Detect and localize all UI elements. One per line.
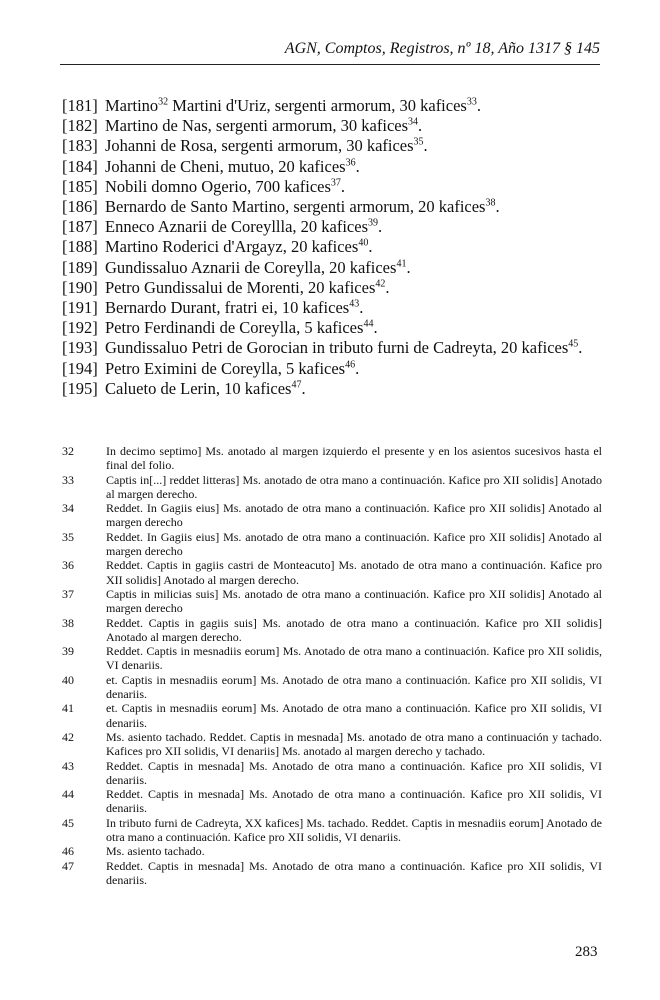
entry-number: [188] [62,237,98,257]
footnote-number: 41 [62,701,74,716]
entry-number: [184] [62,156,98,176]
entry-text-part: Petro Gundissalui de Morenti, 20 kafices [105,277,376,297]
footnote-number: 32 [62,444,74,458]
entry-text [105,237,372,257]
footnote-number: 40 [62,672,74,687]
entry-190 [62,278,632,298]
footnote-45 [62,816,602,845]
entry-text [105,338,582,358]
entry-193 [62,338,632,358]
footnote-text: In tributo furni de Cadreyta, XX kafices] Ms. tachado. Reddet. Captis in mesnadiis eorum] Anotado de otra mano a continuación. Kafice pro XII solidis, VI denariis. [106,815,602,845]
footnote-34 [62,501,602,530]
entry-text [105,136,428,156]
footnote-number: 36 [62,558,74,573]
entry-text-part: Nobili domno Ogerio, 700 kafices [105,176,331,196]
entry-text [105,157,360,177]
footnote-ref[interactable]: 39 [368,217,378,229]
entry-text-part: Bernardo de Santo Martino, sergenti armorum, 20 kafices [105,197,486,217]
footnote-number: 38 [62,615,74,630]
footnote-ref[interactable]: 32 [158,96,169,108]
entry-end: . [406,257,411,277]
footnote-46 [62,844,602,858]
entry-number: [194] [62,358,98,378]
footnote-number: 45 [62,815,74,830]
entry-text-part: Martino [105,96,159,115]
footnote-ref[interactable]: 35 [413,136,424,148]
footnote-text: Captis in milicias suis] Ms. anotado de otra mano a continuación. Kafice pro XII solidis] Anotado al margen derecho [106,586,602,616]
footnote-text: Captis in[...] reddet litteras] Ms. anotado de otra mano a continuación. Kafice pro XII solidis] Anotado al margen derecho. [106,472,602,501]
entry-number: [182] [62,116,98,136]
entry-text-part: Martino de Nas, sergenti armorum, 30 kafices [105,116,409,136]
footnote-ref[interactable]: 34 [408,116,419,128]
entry-end: . [355,358,360,378]
footnote-number: 35 [62,529,74,544]
entry-181 [62,96,632,116]
footnote-text: In decimo septimo] Ms. anotado al margen izquierdo el presente y en los asientos sucesivos hasta el final del folio. [106,444,602,473]
footnote-number: 44 [62,787,74,802]
entry-text [105,359,359,379]
entry-number: [185] [62,176,98,196]
footnote-text: et. Captis in mesnadiis eorum] Ms. Anotado de otra mano a continuación. Kafice pro XII solidis, VI denariis. [106,701,602,730]
footnote-text: Ms. asiento tachado. Reddet. Captis in mesnada] Ms. anotado de otra mano a continuación y tachado. Kafices pro XII solidis, VI denariis] Ms. anotado al margen derecho y tachado. [106,729,602,759]
entry-195 [62,379,632,399]
footnote-ref[interactable]: 42 [375,278,386,290]
entry-end: . [423,136,428,156]
footnote-ref[interactable]: 43 [349,298,360,310]
footnote-number: 37 [62,586,74,601]
entry-text-part: Johanni de Rosa, sergenti armorum, 30 kafices [105,136,414,156]
entry-text [105,116,422,136]
entry-text-part: Bernardo Durant, fratri ei, 10 kafices [105,298,350,318]
footnote-32 [62,444,602,473]
footnote-number: 47 [62,858,74,873]
footnote-40 [62,673,602,702]
footnote-text: Reddet. Captis in mesnada] Ms. Anotado de otra mano a continuación. Kafice pro XII solidis, VI denariis. [106,858,602,887]
footnote-number: 42 [62,729,74,744]
entry-192 [62,318,632,338]
register-entries [62,96,632,399]
entry-end: . [340,176,346,196]
entry-183 [62,136,632,156]
entry-text-part: Petro Ferdinandi de Coreylla, 5 kafices [105,318,364,338]
footnote-text: Reddet. In Gagiis eius] Ms. anotado de otra mano a continuación. Kafice pro XII solidis] Anotado al margen derecho [106,501,602,530]
footnote-36 [62,558,602,587]
footnote-ref[interactable]: 36 [345,157,356,169]
footnote-ref[interactable]: 47 [291,379,302,391]
entry-number: [190] [62,277,98,297]
entry-188 [62,237,632,257]
entry-text [105,298,363,318]
entry-text-part: Petro Eximini de Coreylla, 5 kafices [105,358,346,378]
entry-end: . [476,96,481,115]
footnote-ref[interactable]: 44 [363,318,374,330]
footnote-37 [62,587,602,616]
entry-text-part: Gundissaluo Petri de Gorocian in tributo furni de Cadreyta, 20 kafices [105,338,569,358]
entry-end: . [385,277,390,297]
entry-text [105,177,345,197]
entry-text [105,197,500,217]
entry-187 [62,217,632,237]
entry-text [105,217,382,237]
entry-text-part: Martini d'Uriz, sergenti armorum, 30 kafices [168,96,467,115]
footnote-42 [62,730,602,759]
entry-194 [62,359,632,379]
entry-number: [191] [62,298,98,318]
footnote-number: 33 [62,472,74,487]
entry-number: [187] [62,217,98,237]
footnote-47 [62,859,602,888]
footnote-ref[interactable]: 37 [330,177,341,189]
footnote-33 [62,473,602,502]
entry-end: . [355,156,360,176]
footnote-ref[interactable]: 46 [345,359,356,371]
entry-text-part: Gundissaluo Aznarii de Coreylla, 20 kafices [105,257,397,277]
footnote-text: Ms. asiento tachado. [106,844,205,859]
entry-186 [62,197,632,217]
entry-182 [62,116,632,136]
footnote-ref[interactable]: 38 [485,197,496,209]
entry-number: [192] [62,318,98,338]
footnote-text: Reddet. Captis in mesnadiis eorum] Ms. Anotado de otra mano a continuación. Kafice pro XII solidis, VI denariis. [106,644,602,673]
footnotes [62,444,602,887]
footnote-39 [62,644,602,673]
running-title: AGN, Comptos, Registros, nº 18, Año 1317 § 145 [284,40,600,57]
entry-number: [183] [62,136,98,156]
entry-text-part: Martino Roderici d'Argayz, 20 kafices [105,237,359,257]
entry-number: [181] [62,96,98,115]
entry-text-part: Johanni de Cheni, mutuo, 20 kafices [105,156,346,176]
footnote-35 [62,530,602,559]
entry-end: . [359,298,364,318]
footnote-number: 34 [62,501,74,516]
entry-191 [62,298,632,318]
entry-end: . [373,318,378,338]
footnote-text: et. Captis in mesnadiis eorum] Ms. Anotado de otra mano a continuación. Kafice pro XII solidis, VI denariis. [106,672,602,702]
footnote-ref[interactable]: 33 [466,96,477,108]
entry-end: . [495,197,500,217]
footnote-text: Reddet. Captis in gagiis castri de Monteacuto] Ms. anotado de otra mano a continuación. Kafice pro XII solidis] Anotado al margen derecho. [106,558,602,587]
footnote-number: 43 [62,758,74,773]
footnote-text: Reddet. In Gagiis eius] Ms. anotado de otra mano a continuación. Kafice pro XII solidis] Anotado al margen derecho [106,529,602,559]
footnote-text: Reddet. Captis in mesnada] Ms. Anotado de otra mano a continuación. Kafice pro XII solidis, VI denariis. [106,787,602,816]
footnote-38 [62,616,602,645]
footnote-43 [62,759,602,788]
entry-end: . [418,116,423,136]
entry-189 [62,258,632,278]
footnote-ref[interactable]: 41 [396,258,407,270]
entry-number: [186] [62,197,98,217]
footnote-ref[interactable]: 45 [568,338,579,350]
entry-end: . [378,217,383,237]
entry-text [105,318,378,338]
footnote-44 [62,787,602,816]
footnote-41 [62,701,602,730]
footnote-number: 39 [62,644,74,659]
entry-text [105,379,306,399]
footnote-ref[interactable]: 40 [358,237,369,249]
footnote-number: 46 [62,844,74,859]
entry-end: . [578,338,583,358]
entry-end: . [368,237,373,257]
footnote-text: Reddet. Captis in gagiis suis] Ms. anotado de otra mano a continuación. Kafice pro XII solidis] Anotado al margen derecho. [106,615,602,644]
entry-text [105,258,411,278]
entry-text [105,278,390,298]
entry-text-part: Enneco Aznarii de Coreyllla, 20 kafices [105,217,368,237]
entry-number: [189] [62,257,98,277]
entry-text [105,96,481,116]
running-header [60,38,600,65]
entry-184 [62,157,632,177]
entry-text-part: Calueto de Lerin, 10 kafices [105,378,292,398]
entry-number: [193] [62,338,98,358]
page-number: 283 [575,944,598,960]
entry-number: [195] [62,378,98,398]
entry-185 [62,177,632,197]
entry-end: . [301,378,306,398]
footnote-text: Reddet. Captis in mesnada] Ms. Anotado de otra mano a continuación. Kafice pro XII solidis, VI denariis. [106,758,602,787]
